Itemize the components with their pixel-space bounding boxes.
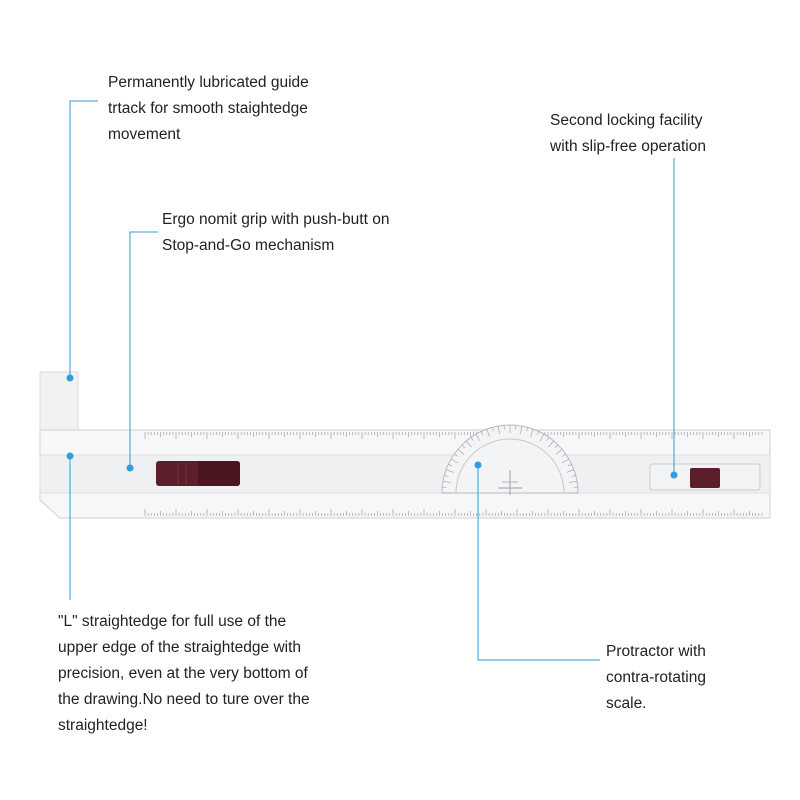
callout-second-lock: Second locking facility with slip-free operation [550, 112, 706, 155]
ergo-grip [156, 461, 240, 486]
callout-ergo-grip: Ergo nomit grip with push-butt on Stop-and-Go mechanism [162, 211, 390, 254]
callout-guide-track: Permanently lubricated guide trtack for smooth staightedge movement [108, 74, 309, 143]
l-flap [40, 372, 78, 430]
second-lock [650, 464, 760, 490]
callout-protractor: Protractor with contra-rotating scale. [606, 643, 706, 712]
leader-lines [70, 101, 674, 660]
callout-l-straightedge: "L" straightedge for full use of the upper edge of the straightedge with precision, even at the very bottom of the drawing.No need to ture over the straightedge! [58, 613, 310, 734]
